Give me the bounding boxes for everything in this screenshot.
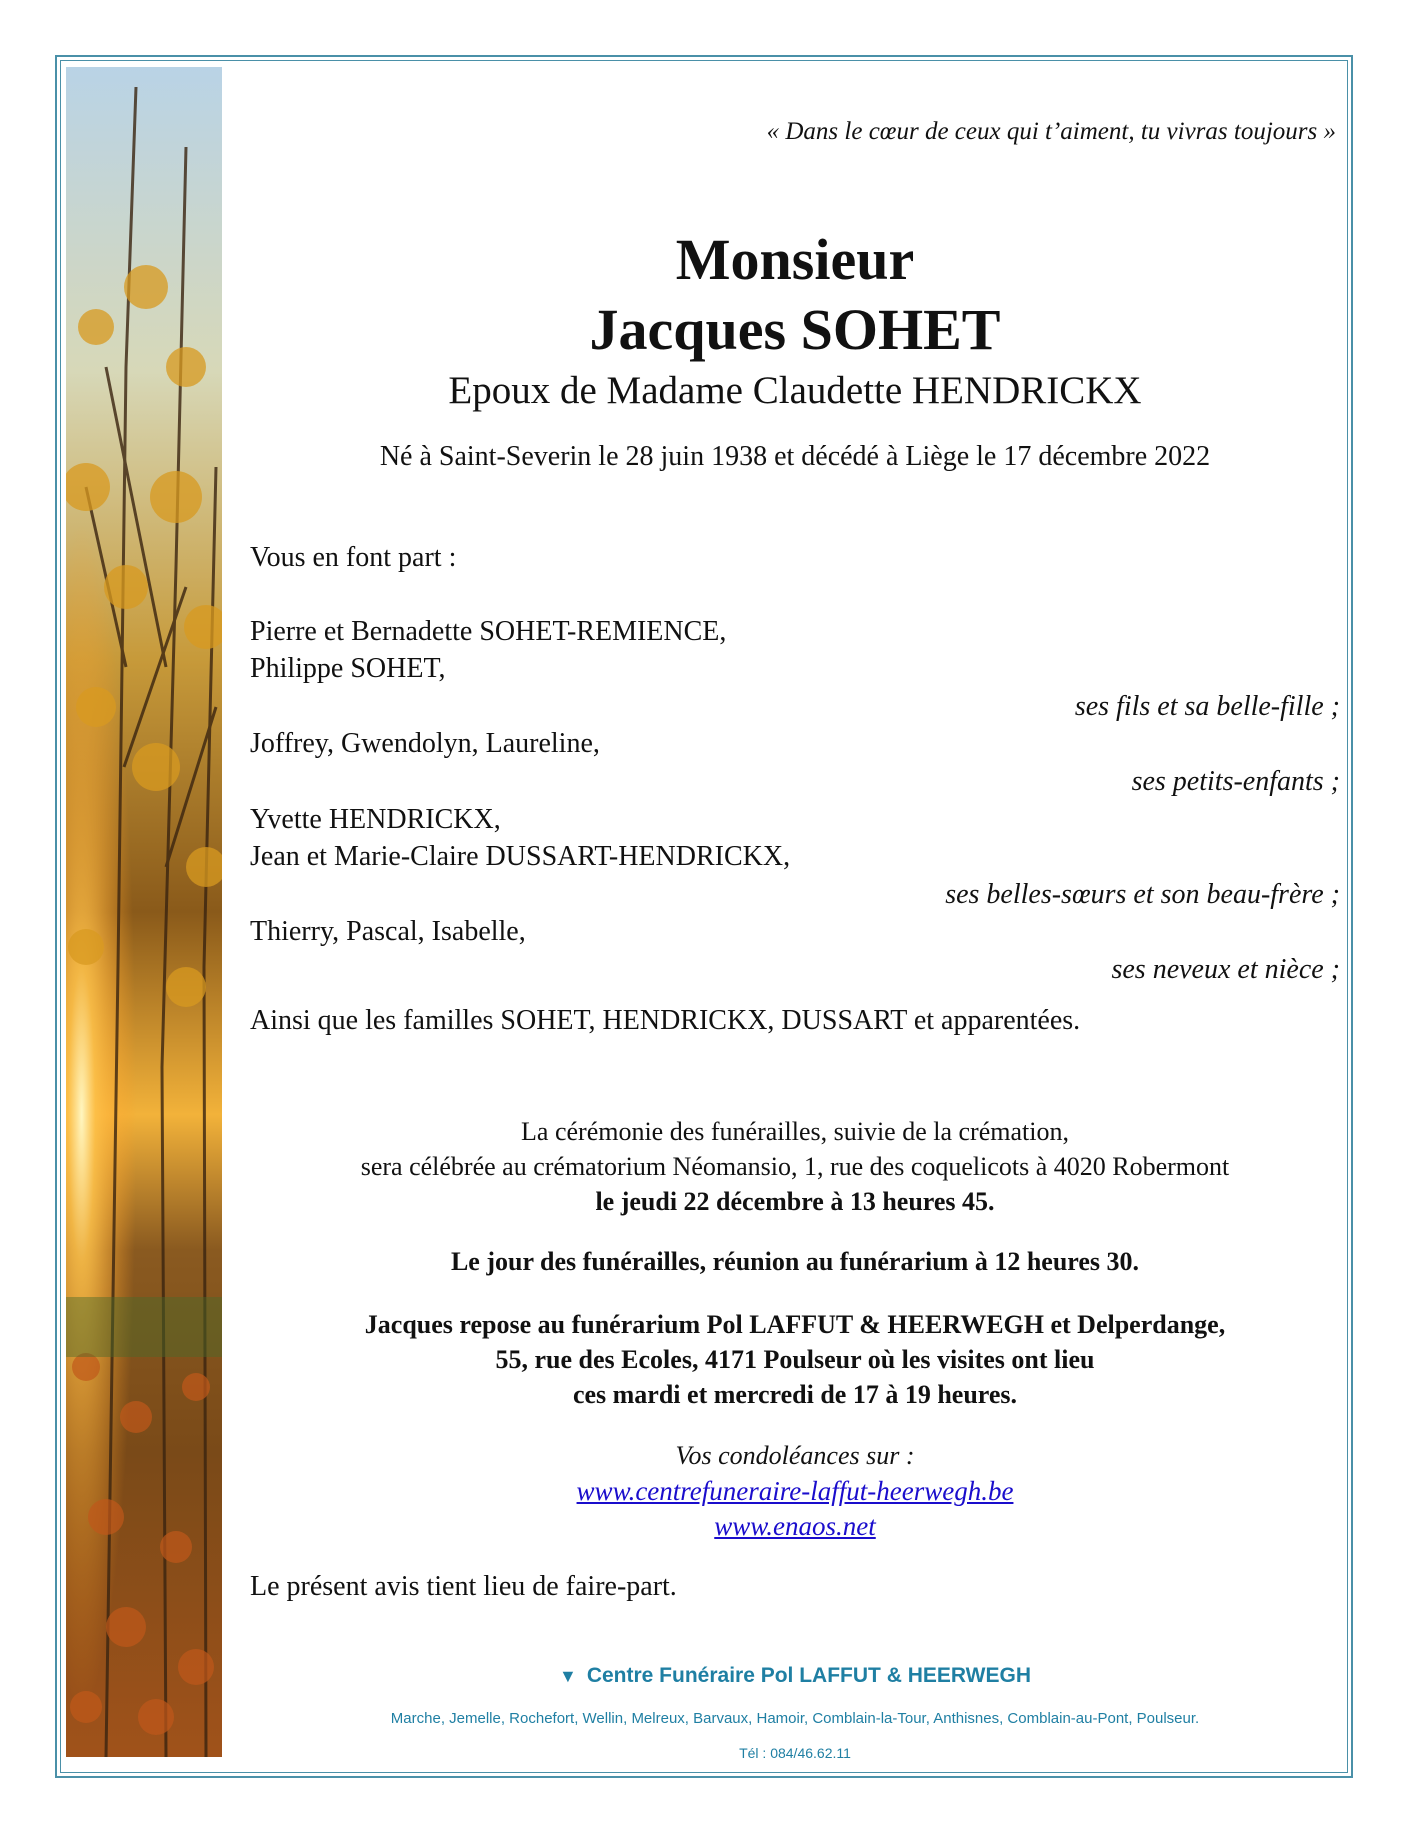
funeral-home-name <box>250 1664 1340 1688</box>
ceremony-line: sera célébrée au crématorium Néomansio, 1, rue des coquelicots à 4020 Robermont <box>360 1152 1230 1181</box>
autumn-forest-image <box>66 67 222 1757</box>
announcers-intro: Vous en font part : <box>250 542 457 573</box>
birth-death-line: Né à Saint-Severin le 28 juin 1938 et décédé à Liège le 17 décembre 2022 <box>379 441 1211 472</box>
visitation-line: ces mardi et mercredi de 17 à 19 heures. <box>572 1380 1018 1409</box>
family-name: Pierre et Bernadette SOHET-REMIENCE, <box>250 616 727 647</box>
meeting-line: Le jour des funérailles, réunion au funérarium à 12 heures 30. <box>450 1247 1140 1276</box>
family-relation: ses fils et sa belle-fille ; <box>1074 691 1340 722</box>
family-name: Thierry, Pascal, Isabelle, <box>250 916 526 947</box>
triangle-down-icon: ▼ <box>559 1666 577 1686</box>
family-relation: ses belles-sœurs et son beau-frère ; <box>945 879 1340 910</box>
condolences-link-row <box>250 1511 1340 1542</box>
condolences-link-enaos[interactable]: www.enaos.net <box>714 1511 876 1541</box>
memorial-quote: « Dans le cœur de ceux qui t’aiment, tu vivras toujours » <box>766 118 1336 145</box>
family-name: Philippe SOHET, <box>250 653 446 684</box>
visitation-line: 55, rue des Ecoles, 4171 Poulseur où les visites ont lieu <box>495 1345 1095 1374</box>
condolences-link-row <box>250 1476 1340 1507</box>
family-relation: ses neveux et nièce ; <box>1111 954 1340 985</box>
ceremony-line: La cérémonie des funérailles, suivie de la crémation, <box>521 1117 1069 1146</box>
funeral-home-label: Centre Funéraire Pol LAFFUT & HEERWEGH <box>586 1664 1031 1687</box>
family-relation: ses petits-enfants ; <box>1131 766 1340 797</box>
visitation-line: Jacques repose au funérarium Pol LAFFUT & HEERWEGH et Delperdange, <box>364 1310 1226 1339</box>
family-name: Jean et Marie-Claire DUSSART-HENDRICKX, <box>250 841 791 872</box>
funeral-home-locations: Marche, Jemelle, Rochefort, Wellin, Melreux, Barvaux, Hamoir, Comblain-la-Tour, Anthisnes, Comblain-au-Pont, Poulseur. <box>390 1710 1200 1727</box>
family-name: Joffrey, Gwendolyn, Laureline, <box>250 728 600 759</box>
family-name: Yvette HENDRICKX, <box>250 804 501 835</box>
honorific: Monsieur <box>675 227 915 292</box>
deceased-name: Jacques SOHET <box>589 297 1001 362</box>
spouse-line: Epoux de Madame Claudette HENDRICKX <box>448 369 1142 412</box>
families-line: Ainsi que les familles SOHET, HENDRICKX, DUSSART et apparentées. <box>250 1005 1081 1036</box>
notice-line: Le présent avis tient lieu de faire-part. <box>250 1571 677 1602</box>
condolences-label: Vos condoléances sur : <box>675 1441 915 1470</box>
condolences-link-centrefuneraire[interactable]: www.centrefuneraire-laffut-heerwegh.be <box>576 1476 1014 1506</box>
funeral-home-phone: Tél : 084/46.62.11 <box>739 1745 851 1761</box>
ceremony-date: le jeudi 22 décembre à 13 heures 45. <box>595 1187 995 1216</box>
